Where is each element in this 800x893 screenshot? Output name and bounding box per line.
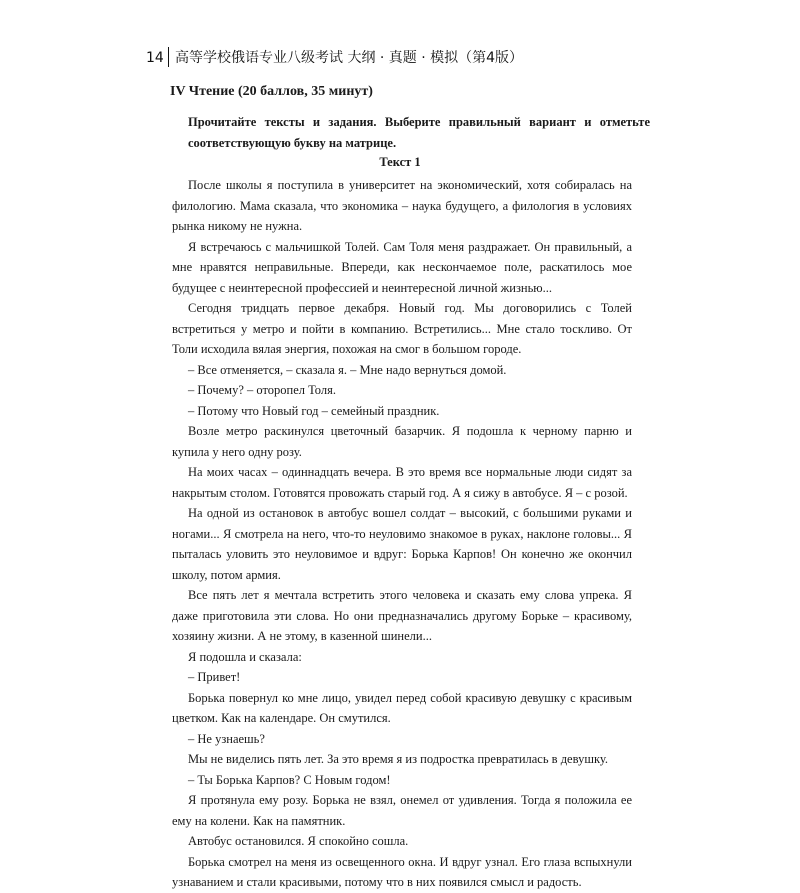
paragraph: Мы не виделись пять лет. За это время я из подростка превратилась в девушку. bbox=[188, 752, 608, 766]
paragraph: – Почему? – оторопел Толя. bbox=[188, 383, 336, 397]
paragraph: – Не узнаешь? bbox=[188, 731, 265, 746]
paragraph: Возле метро раскинулся цветочный базарчик. Я подошла к черному парню и купила у него одну розу. bbox=[172, 424, 632, 459]
header-divider bbox=[168, 47, 169, 67]
paragraph: Я протянула ему розу. Борька не взял, онемел от удивления. Тогда я положила ее ему на колени. Как на памятник. bbox=[172, 793, 632, 828]
paragraph: Все пять лет я мечтала встретить этого человека и сказать ему слова упрека. Я даже приготовила эти слова. Но они предназначались другому Борьке – красивому, хозяину жизни. А не этому, в казенной шинели... bbox=[172, 588, 632, 643]
paragraph: На одной из остановок в автобус вошел солдат – высокий, с большими руками и ногами... Я смотрела на него, что-то неуловимо знакомое в руках, наклоне головы... Я пыталась уловить это неуловимое и вдруг: Борька Карпов! Он конечно же окончил школу, потом армия. bbox=[172, 506, 632, 582]
paragraph: – Ты Борька Карпов? С Новым годом! bbox=[188, 772, 391, 787]
paragraph: На моих часах – одиннадцать вечера. В это время все нормальные люди сидят за накрытым столом. Готовятся провожать старый год. А я сижу в автобусе. Я – с розой. bbox=[172, 465, 632, 500]
paragraph: Борька повернул ко мне лицо, увидел перед собой красивую девушку с красивым цветком. Как на календаре. Он смутился. bbox=[172, 690, 632, 725]
section-title: IV Чтение (20 баллов, 35 минут) bbox=[170, 84, 373, 99]
section-instructions: Прочитайте тексты и задания. Выберите правильный вариант и отметьте соответствующую букву на матрице. bbox=[188, 115, 650, 150]
paragraph: Я подошла и сказала: bbox=[188, 649, 302, 664]
paragraph: – Потому что Новый год – семейный праздник. bbox=[188, 403, 440, 418]
paragraph: Автобус остановился. Я спокойно сошла. bbox=[188, 834, 409, 848]
paragraph: Я встречаюсь с мальчишкой Толей. Сам Толя меня раздражает. Он правильный, а мне нравятся неправильные. Впереди, как нескончаемое поле, раскатилось мое будущее с неинтересной профессией и неинтересной личной жизнью... bbox=[172, 239, 632, 295]
paragraph: – Все отменяется, – сказала я. – Мне надо вернуться домой. bbox=[188, 362, 507, 377]
paragraph: Борька смотрел на меня из освещенного окна. И вдруг узнал. Его глаза вспыхнули узнаванием и стали красивыми, потому что в них появился смысл и радость. bbox=[172, 854, 632, 889]
page-number: 14 bbox=[146, 50, 164, 66]
text-heading: Текст 1 bbox=[379, 155, 421, 169]
paragraph: После школы я поступила в университет на экономический, хотя собиралась на филологию. Мама сказала, что экономика – наука будущего, а филология в условиях рынка никому не нужна. bbox=[172, 178, 632, 233]
text-body bbox=[172, 175, 632, 893]
running-header bbox=[146, 47, 666, 69]
paragraph: Сегодня тридцать первое декабря. Новый год. Мы договорились с Толей встретиться у метро и пойти в компанию. Встретились... Мне стало тоскливо. От Толи исходила вялая энергия, похожая на смог в большом городе. bbox=[172, 301, 632, 356]
paragraph: – Привет! bbox=[188, 670, 241, 684]
book-title: 高等学校俄语专业八级考试 大纲 · 真题 · 模拟（第4版） bbox=[175, 50, 524, 66]
